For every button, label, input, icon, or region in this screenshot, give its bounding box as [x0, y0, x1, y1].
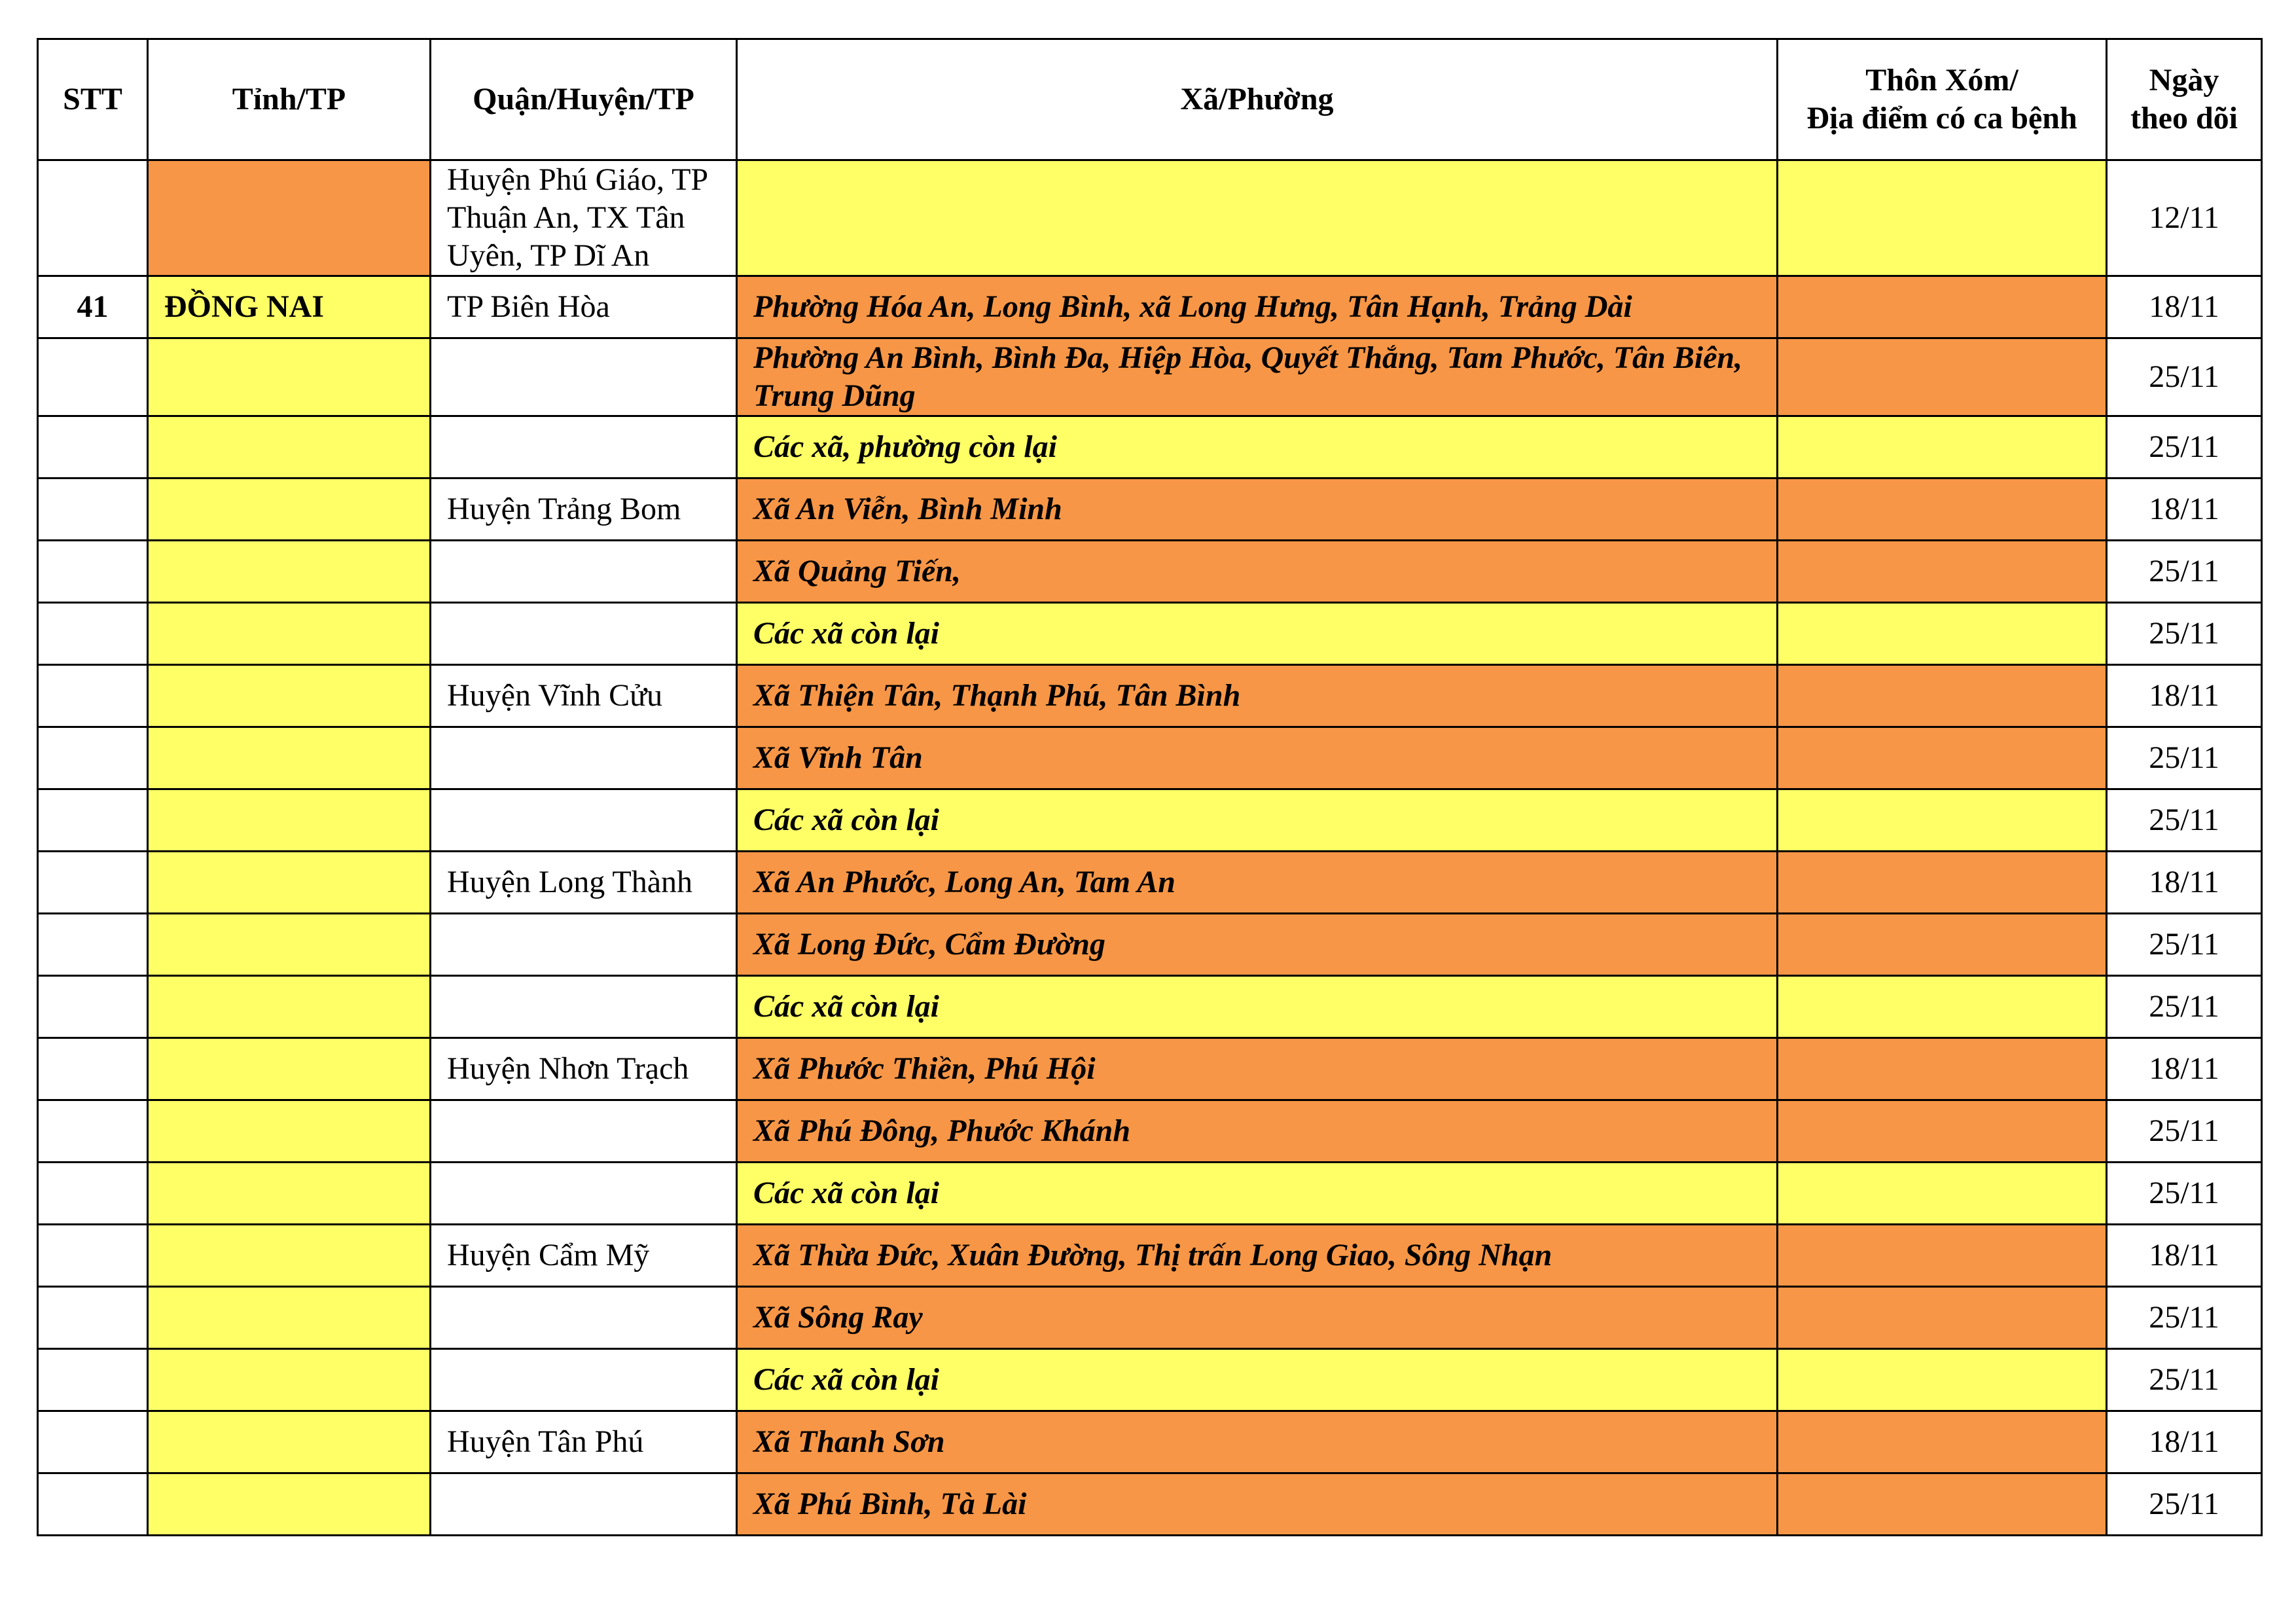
cell-province: [148, 416, 431, 478]
cell-stt: [38, 852, 148, 914]
cell-district: Huyện Nhơn Trạch: [431, 1038, 737, 1100]
cell-district: [431, 914, 737, 976]
cell-date: 25/11: [2107, 914, 2262, 976]
header-stt: STT: [38, 39, 148, 160]
cell-date: 25/11: [2107, 541, 2262, 603]
cell-date: 25/11: [2107, 1349, 2262, 1411]
cell-district: [431, 976, 737, 1038]
cell-date: 25/11: [2107, 1287, 2262, 1349]
cell-district: [431, 1349, 737, 1411]
table-row: [38, 276, 2262, 338]
cell-province: [148, 789, 431, 852]
cell-date: 25/11: [2107, 727, 2262, 789]
cell-ward: Xã Vĩnh Tân: [737, 727, 1778, 789]
table-row: [38, 1473, 2262, 1536]
cell-province: [148, 976, 431, 1038]
cell-date: 25/11: [2107, 338, 2262, 416]
cell-district: [431, 789, 737, 852]
cell-ward: Các xã còn lại: [737, 1349, 1778, 1411]
cell-location: [1778, 727, 2107, 789]
cell-district: [431, 603, 737, 665]
cell-location: [1778, 160, 2107, 276]
cell-date: 25/11: [2107, 603, 2262, 665]
cell-location: [1778, 416, 2107, 478]
cell-location: [1778, 603, 2107, 665]
table-row: [38, 1349, 2262, 1411]
cell-stt: [38, 338, 148, 416]
cell-province: [148, 1225, 431, 1287]
cell-district: Huyện Cẩm Mỹ: [431, 1225, 737, 1287]
cell-stt: [38, 1287, 148, 1349]
table-row: [38, 914, 2262, 976]
cell-province: [148, 1163, 431, 1225]
cell-stt: [38, 727, 148, 789]
cell-province: [148, 1349, 431, 1411]
cell-ward: Các xã còn lại: [737, 976, 1778, 1038]
cell-ward: Xã Sông Ray: [737, 1287, 1778, 1349]
cell-ward: Xã Phú Bình, Tà Lài: [737, 1473, 1778, 1536]
cell-ward: Xã An Phước, Long An, Tam An: [737, 852, 1778, 914]
cell-date: 25/11: [2107, 1163, 2262, 1225]
cell-stt: [38, 603, 148, 665]
cell-location: [1778, 478, 2107, 541]
cell-location: [1778, 541, 2107, 603]
cell-province: [148, 160, 431, 276]
cell-province: [148, 1100, 431, 1163]
cell-district: Huyện Long Thành: [431, 852, 737, 914]
cell-province: [148, 1038, 431, 1100]
table-row: [38, 416, 2262, 478]
cell-stt: 41: [38, 276, 148, 338]
cell-stt: [38, 1163, 148, 1225]
cell-ward: Phường Hóa An, Long Bình, xã Long Hưng, Tân Hạnh, Trảng Dài: [737, 276, 1778, 338]
cell-province: [148, 1473, 431, 1536]
cell-location: [1778, 276, 2107, 338]
cell-location: [1778, 1100, 2107, 1163]
cell-stt: [38, 541, 148, 603]
cell-district: [431, 338, 737, 416]
cell-stt: [38, 1100, 148, 1163]
cell-ward: Xã Quảng Tiến,: [737, 541, 1778, 603]
cell-location: [1778, 1163, 2107, 1225]
table-row: [38, 1287, 2262, 1349]
cell-stt: [38, 1411, 148, 1473]
cell-district: Huyện Phú Giáo, TP Thuận An, TX Tân Uyên, TP Dĩ An: [431, 160, 737, 276]
cell-location: [1778, 665, 2107, 727]
table-row: [38, 665, 2262, 727]
cell-ward: Phường An Bình, Bình Đa, Hiệp Hòa, Quyết Thắng, Tam Phước, Tân Biên, Trung Dũng: [737, 338, 1778, 416]
tracking-table: [37, 38, 2263, 1536]
cell-province: [148, 727, 431, 789]
cell-location: [1778, 789, 2107, 852]
table-row: [38, 160, 2262, 276]
cell-location: [1778, 852, 2107, 914]
cell-ward: Xã Thanh Sơn: [737, 1411, 1778, 1473]
cell-date: 25/11: [2107, 789, 2262, 852]
header-row: [38, 39, 2262, 160]
cell-district: [431, 1163, 737, 1225]
cell-district: Huyện Trảng Bom: [431, 478, 737, 541]
cell-date: 25/11: [2107, 416, 2262, 478]
cell-date: 18/11: [2107, 1038, 2262, 1100]
cell-location: [1778, 1038, 2107, 1100]
cell-stt: [38, 1038, 148, 1100]
table-row: [38, 852, 2262, 914]
cell-province: [148, 338, 431, 416]
table-row: [38, 1163, 2262, 1225]
table-row: [38, 338, 2262, 416]
cell-date: 18/11: [2107, 1225, 2262, 1287]
cell-stt: [38, 160, 148, 276]
cell-district: [431, 541, 737, 603]
cell-date: 25/11: [2107, 1473, 2262, 1536]
cell-stt: [38, 478, 148, 541]
cell-date: 18/11: [2107, 852, 2262, 914]
header-location: Thôn Xóm/ Địa điểm có ca bệnh: [1778, 39, 2107, 160]
cell-location: [1778, 338, 2107, 416]
cell-province: ĐỒNG NAI: [148, 276, 431, 338]
cell-ward: Các xã, phường còn lại: [737, 416, 1778, 478]
cell-ward: Các xã còn lại: [737, 789, 1778, 852]
cell-district: [431, 1473, 737, 1536]
cell-location: [1778, 1349, 2107, 1411]
cell-stt: [38, 1349, 148, 1411]
header-district: Quận/Huyện/TP: [431, 39, 737, 160]
cell-location: [1778, 1473, 2107, 1536]
cell-stt: [38, 789, 148, 852]
cell-ward: Xã An Viễn, Bình Minh: [737, 478, 1778, 541]
cell-province: [148, 665, 431, 727]
cell-date: 18/11: [2107, 1411, 2262, 1473]
cell-date: 18/11: [2107, 665, 2262, 727]
cell-district: [431, 727, 737, 789]
cell-date: 12/11: [2107, 160, 2262, 276]
cell-stt: [38, 914, 148, 976]
cell-location: [1778, 914, 2107, 976]
header-province: Tỉnh/TP: [148, 39, 431, 160]
table-row: [38, 1411, 2262, 1473]
cell-date: 25/11: [2107, 976, 2262, 1038]
cell-location: [1778, 1225, 2107, 1287]
cell-ward: Xã Phú Đông, Phước Khánh: [737, 1100, 1778, 1163]
table-row: [38, 1100, 2262, 1163]
header-date: Ngày theo dõi: [2107, 39, 2262, 160]
cell-province: [148, 1287, 431, 1349]
cell-date: 25/11: [2107, 1100, 2262, 1163]
cell-stt: [38, 665, 148, 727]
cell-district: [431, 416, 737, 478]
cell-province: [148, 1411, 431, 1473]
table-body: [38, 160, 2262, 1536]
cell-ward: [737, 160, 1778, 276]
cell-location: [1778, 1411, 2107, 1473]
cell-stt: [38, 416, 148, 478]
cell-province: [148, 852, 431, 914]
cell-date: 18/11: [2107, 276, 2262, 338]
table-row: [38, 789, 2262, 852]
table-row: [38, 1038, 2262, 1100]
cell-district: [431, 1100, 737, 1163]
cell-province: [148, 478, 431, 541]
cell-location: [1778, 976, 2107, 1038]
cell-stt: [38, 1473, 148, 1536]
cell-date: 18/11: [2107, 478, 2262, 541]
cell-province: [148, 541, 431, 603]
cell-ward: Các xã còn lại: [737, 1163, 1778, 1225]
cell-district: [431, 1287, 737, 1349]
table-row: [38, 541, 2262, 603]
table-row: [38, 976, 2262, 1038]
cell-ward: Xã Phước Thiền, Phú Hội: [737, 1038, 1778, 1100]
table-row: [38, 727, 2262, 789]
cell-location: [1778, 1287, 2107, 1349]
cell-ward: Xã Thiện Tân, Thạnh Phú, Tân Bình: [737, 665, 1778, 727]
table-row: [38, 478, 2262, 541]
cell-province: [148, 603, 431, 665]
cell-ward: Các xã còn lại: [737, 603, 1778, 665]
cell-district: TP Biên Hòa: [431, 276, 737, 338]
table-row: [38, 1225, 2262, 1287]
header-ward: Xã/Phường: [737, 39, 1778, 160]
cell-stt: [38, 976, 148, 1038]
cell-stt: [38, 1225, 148, 1287]
cell-district: Huyện Vĩnh Cửu: [431, 665, 737, 727]
cell-ward: Xã Long Đức, Cẩm Đường: [737, 914, 1778, 976]
table-row: [38, 603, 2262, 665]
cell-district: Huyện Tân Phú: [431, 1411, 737, 1473]
cell-province: [148, 914, 431, 976]
cell-ward: Xã Thừa Đức, Xuân Đường, Thị trấn Long Giao, Sông Nhạn: [737, 1225, 1778, 1287]
